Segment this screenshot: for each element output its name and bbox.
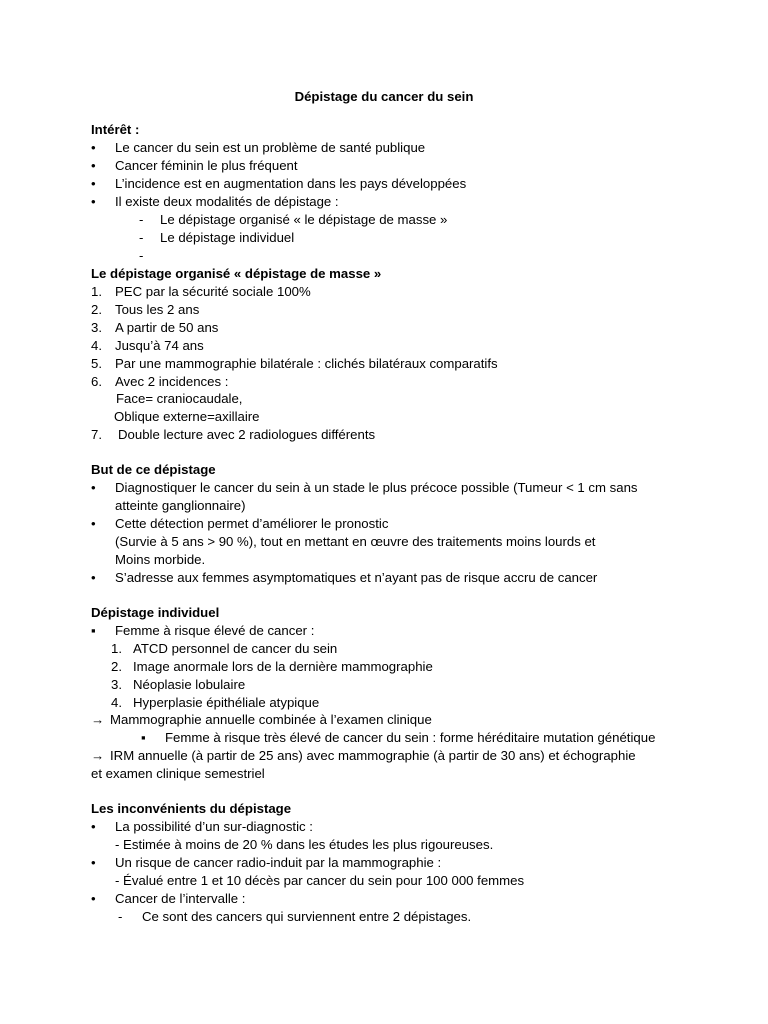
list-item: Tous les 2 ans xyxy=(115,302,200,317)
list-item-continuation: (Survie à 5 ans > 90 %), tout en mettant en œuvre des traitements moins lourds et xyxy=(115,534,596,549)
bullet-icon: • xyxy=(91,855,96,870)
list-number: 3. xyxy=(111,677,122,692)
dash-icon: - xyxy=(139,248,144,263)
bullet-icon: • xyxy=(91,819,96,834)
square-bullet-icon: ▪ xyxy=(91,623,96,638)
list-number: 7. xyxy=(91,427,102,442)
section-heading-but: But de ce dépistage xyxy=(91,462,216,477)
section-heading-interet: Intérêt : xyxy=(91,122,140,137)
bullet-icon: • xyxy=(91,158,96,173)
list-item: Femme à risque élevé de cancer : xyxy=(115,623,315,638)
section-heading-inconvenients: Les inconvénients du dépistage xyxy=(91,801,292,816)
dash-icon: - xyxy=(139,212,144,227)
conclusion-line-continuation: et examen clinique semestriel xyxy=(91,766,265,781)
section-heading-organise: Le dépistage organisé « dépistage de masse » xyxy=(91,266,382,281)
sub-list-item: Hyperplasie épithéliale atypique xyxy=(133,695,320,710)
list-number: 4. xyxy=(91,338,102,353)
list-item: Il existe deux modalités de dépistage : xyxy=(115,194,339,209)
list-item: Cancer féminin le plus fréquent xyxy=(115,158,298,173)
list-item: PEC par la sécurité sociale 100% xyxy=(115,284,311,299)
arrow-right-icon: → xyxy=(91,748,105,763)
bullet-icon: • xyxy=(91,176,96,191)
list-number: 2. xyxy=(111,659,122,674)
sub-list-item: ATCD personnel de cancer du sein xyxy=(133,641,338,656)
bullet-icon: • xyxy=(91,891,96,906)
list-item: S’adresse aux femmes asymptomatiques et n’ayant pas de risque accru de cancer xyxy=(115,570,598,585)
bullet-icon: • xyxy=(91,140,96,155)
list-item: Par une mammographie bilatérale : clichés bilatéraux comparatifs xyxy=(115,356,498,371)
sub-list-item: Néoplasie lobulaire xyxy=(133,677,246,692)
list-item-continuation: atteinte ganglionnaire) xyxy=(115,498,246,513)
list-item-detail: - Estimée à moins de 20 % dans les études les plus rigoureuses. xyxy=(115,837,494,852)
square-bullet-icon: ▪ xyxy=(141,730,146,745)
list-item: Femme à risque très élevé de cancer du sein : forme héréditaire mutation génétique xyxy=(165,730,656,745)
sub-list-item: Le dépistage organisé « le dépistage de masse » xyxy=(160,212,448,227)
list-number: 6. xyxy=(91,374,102,389)
arrow-right-icon: → xyxy=(91,712,105,727)
bullet-icon: • xyxy=(91,570,96,585)
list-number: 1. xyxy=(111,641,122,656)
page-title: Dépistage du cancer du sein xyxy=(294,89,474,104)
list-item: Double lecture avec 2 radiologues différents xyxy=(118,427,376,442)
section-heading-individuel: Dépistage individuel xyxy=(91,605,220,620)
list-number: 2. xyxy=(91,302,102,317)
list-item: Cette détection permet d’améliorer le pronostic xyxy=(115,516,389,531)
bullet-icon: • xyxy=(91,194,96,209)
list-number: 5. xyxy=(91,356,102,371)
list-item: A partir de 50 ans xyxy=(115,320,219,335)
list-item: Jusqu’à 74 ans xyxy=(115,338,204,353)
list-item: L’incidence est en augmentation dans les pays développées xyxy=(115,176,467,191)
sub-list-item: Image anormale lors de la dernière mammographie xyxy=(133,659,433,674)
conclusion-line: IRM annuelle (à partir de 25 ans) avec mammographie (à partir de 30 ans) et échographie xyxy=(110,748,636,763)
list-number: 3. xyxy=(91,320,102,335)
list-item-continuation: Moins morbide. xyxy=(115,552,206,567)
sub-list-item: Le dépistage individuel xyxy=(160,230,295,245)
incidence-line: Face= craniocaudale, xyxy=(116,391,243,406)
dash-icon: - xyxy=(118,909,123,924)
bullet-icon: • xyxy=(91,516,96,531)
list-item: Diagnostiquer le cancer du sein à un stade le plus précoce possible (Tumeur < 1 cm sans xyxy=(115,480,638,495)
incidence-line: Oblique externe=axillaire xyxy=(114,409,260,424)
list-item: Le cancer du sein est un problème de santé publique xyxy=(115,140,426,155)
list-item: Cancer de l’intervalle : xyxy=(115,891,246,906)
list-number: 4. xyxy=(111,695,122,710)
list-item: Un risque de cancer radio-induit par la mammographie : xyxy=(115,855,442,870)
list-item-detail: - Évalué entre 1 et 10 décès par cancer du sein pour 100 000 femmes xyxy=(115,873,525,888)
list-item-detail: Ce sont des cancers qui surviennent entre 2 dépistages. xyxy=(142,909,472,924)
list-item: La possibilité d’un sur-diagnostic : xyxy=(115,819,313,834)
dash-icon: - xyxy=(139,230,144,245)
conclusion-line: Mammographie annuelle combinée à l’examen clinique xyxy=(110,712,432,727)
bullet-icon: • xyxy=(91,480,96,495)
list-item: Avec 2 incidences : xyxy=(115,374,229,389)
list-number: 1. xyxy=(91,284,102,299)
